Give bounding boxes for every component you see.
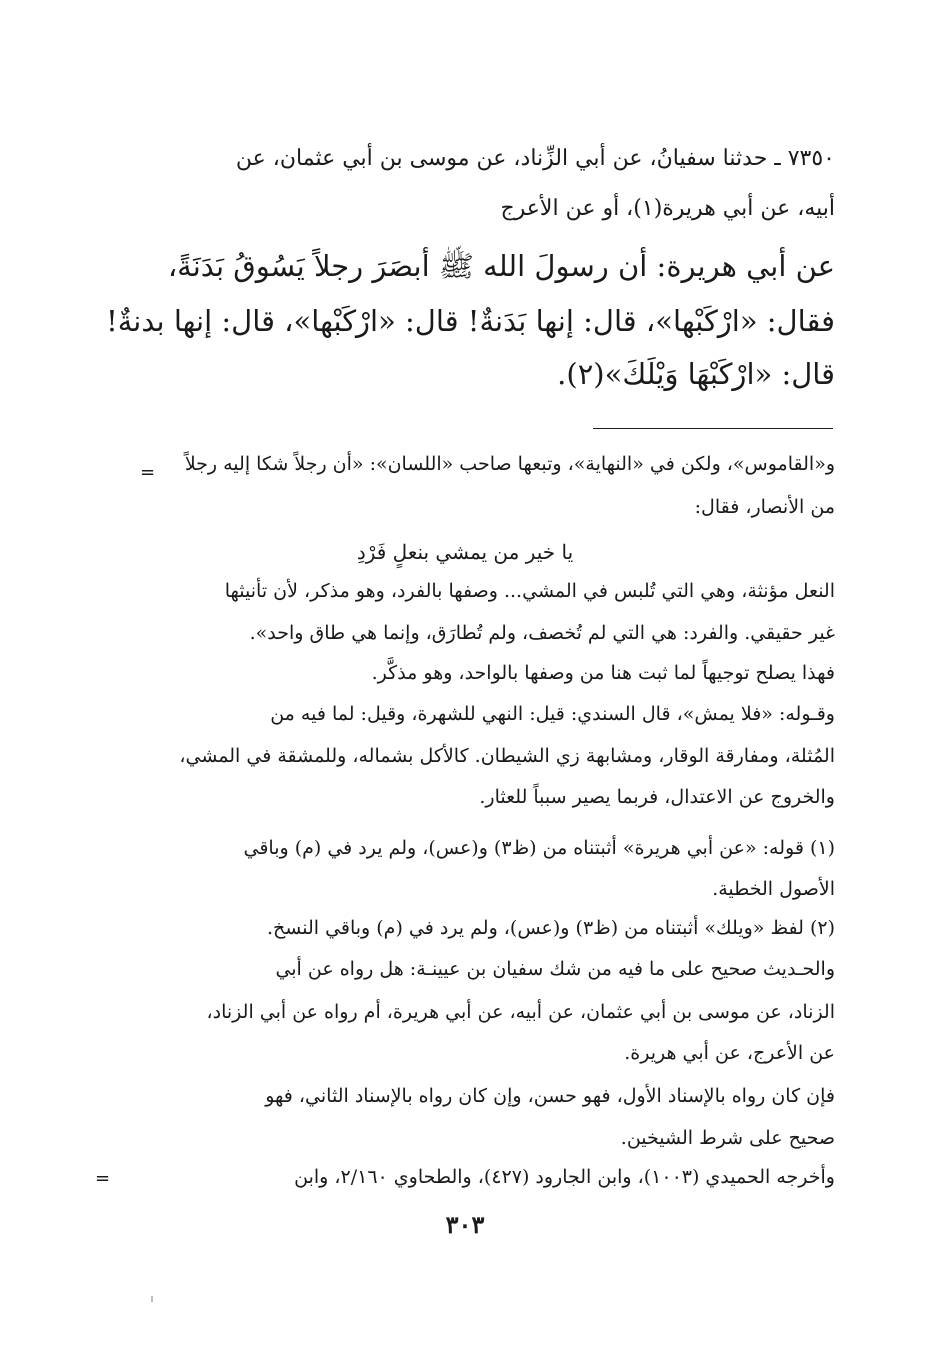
- footnote-divider: [593, 428, 833, 429]
- footnote-2-line-2: والحـديث صحيح على ما فيه من شك سفيان بن عيينـة: هل رواه عن أبي: [275, 958, 835, 980]
- isnad-line-1: ٧٣٥٠ ـ حدثنا سفيانُ، عن أبي الزِّناد، عن موسى بن أبي عثمان، عن: [235, 146, 835, 171]
- footnote-1-line-1: (١) قوله: «عن أبي هريرة» أثبتناه من (ظ٣) و(عس)، ولم يرد في (م) وباقي: [243, 837, 835, 859]
- footnote-line-1: و«القاموس»، ولكن في «النهاية»، وتبعها صاحب «اللسان»: «أن رجلاً شكا إليه رجلاً: [184, 453, 835, 475]
- footnote-line-7: المُثلة، ومفارقة الوقار، ومشابهة زي الشيطان. كالأكل بشماله، وللمشقة في المشي،: [179, 745, 835, 767]
- footnote-2-line-3: الزناد، عن موسى بن أبي عثمان، عن أبيه، عن أبي هريرة، أم رواه عن أبي الزناد،: [206, 1001, 835, 1023]
- continuation-mark-start: =: [140, 462, 156, 483]
- footnote-line-8: والخروج عن الاعتدال، فربما يصير سبباً للعثار.: [479, 786, 835, 808]
- footnote-2-line-1: (٢) لفظ «ويلك» أثبتناه من (ظ٣) و(عس)، ولم يرد في (م) وباقي النسخ.: [266, 917, 835, 939]
- continuation-mark-end: =: [95, 1168, 111, 1189]
- scan-speck: [151, 1296, 153, 1302]
- footnote-line-4: غير حقيقي. والفرد: هي التي لم تُخصف، ولم تُطارَق، وإنما هي طاق واحد».: [249, 622, 835, 644]
- footnote-2-line-4: عن الأعرج، عن أبي هريرة.: [624, 1042, 835, 1064]
- footnote-2-line-5: فإن كان رواه بالإسناد الأول، فهو حسن، وإن كان رواه بالإسناد الثاني، فهو: [265, 1085, 835, 1107]
- footnote-1-line-2: الأصول الخطية.: [712, 878, 835, 900]
- footnote-2-line-7: وأخرجه الحميدي (١٠٠٣)، وابن الجارود (٤٢٧)، والطحاوي ٢/١٦٠، وابن: [294, 1166, 835, 1188]
- footnote-2-line-6: صحيح على شرط الشيخين.: [620, 1127, 835, 1149]
- matn-line-2: فقال: «ارْكَبْها»، قال: إنها بَدَنةٌ! قال: «ارْكَبْها»، قال: إنها بدنةٌ!: [106, 304, 835, 338]
- footnote-line-5: فهذا يصلح توجيهاً لما ثبت هنا من وصفها بالواحد، وهو مذكَّر.: [371, 662, 835, 684]
- footnote-verse: يا خير من يمشي بنعلٍ فَرْدِ: [356, 540, 574, 564]
- page-number: ٣٠٣: [445, 1210, 485, 1239]
- footnote-line-6: وقـوله: «فلا يمش»، قال السندي: قيل: النهي للشهرة، وقيل: لما فيه من: [270, 703, 835, 725]
- matn-line-1: عن أبي هريرة: أن رسولَ الله ﷺ أبصَرَ رجلاً يَسُوقُ بَدَنَةً،: [167, 249, 835, 283]
- matn-line-3: قال: «ارْكَبْهَا وَيْلَكَ»(٢).: [557, 357, 835, 391]
- footnote-line-2: من الأنصار، فقال:: [694, 496, 835, 518]
- footnote-line-3: النعل مؤنثة، وهي التي تُلبس في المشي... وصفها بالفرد، وهو مذكر، لأن تأنيثها: [224, 580, 835, 602]
- isnad-line-2: أبيه، عن أبي هريرة(١)، أو عن الأعرج: [500, 196, 835, 221]
